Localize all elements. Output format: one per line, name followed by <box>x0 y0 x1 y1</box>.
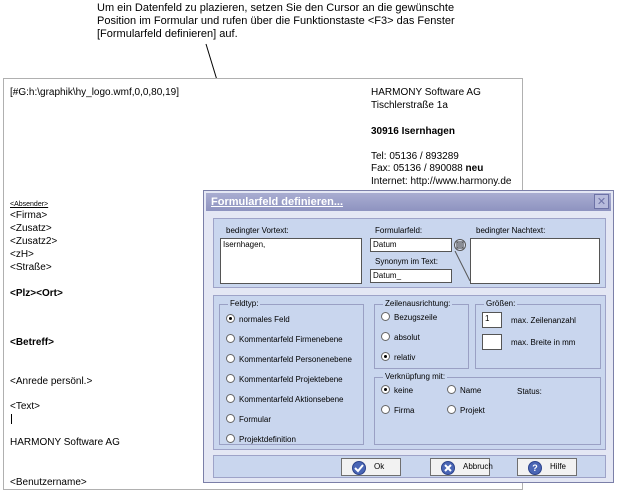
hilfe-label: Hilfe <box>550 462 567 471</box>
radio-icon <box>226 414 235 423</box>
radio-label: Kommentarfeld Personenebene <box>239 355 352 364</box>
firma-field: <Firma> <box>10 210 48 221</box>
feldtyp-normales-feld[interactable] <box>226 315 290 325</box>
text-fields-panel <box>213 218 606 288</box>
radio-icon <box>381 312 390 321</box>
radio-label: Projektdefinition <box>239 435 296 444</box>
radio-label: Kommentarfeld Projektebene <box>239 375 343 384</box>
radio-label: Formular <box>239 415 272 424</box>
nachtext-input[interactable] <box>470 238 600 284</box>
feldtyp-projektdefinition[interactable] <box>226 435 296 445</box>
ausrichtung-relativ[interactable] <box>381 353 415 363</box>
company-name: HARMONY Software AG <box>371 87 481 98</box>
radio-label: Firma <box>394 406 415 415</box>
plz-ort-field: <Plz><Ort> <box>10 288 63 299</box>
zeilenausrichtung-group <box>374 299 469 369</box>
radio-selected-icon <box>226 314 235 323</box>
feldtyp-group <box>219 299 364 445</box>
radio-icon <box>447 385 456 394</box>
graphic-code: [#G:h:\graphik\hy_logo.wmf,0,0,80,19] <box>10 87 179 98</box>
ausrichtung-bezugszeile[interactable] <box>381 313 437 323</box>
anrede-field: <Anrede persönl.> <box>10 376 93 387</box>
groessen-title: Größen: <box>486 299 516 308</box>
radio-label: Name <box>460 386 482 395</box>
radio-icon <box>226 334 235 343</box>
signature-company: HARMONY Software AG <box>10 437 120 448</box>
zeilenanzahl-input[interactable]: 1 <box>482 312 502 328</box>
verknuepfung-firma[interactable] <box>381 406 414 416</box>
check-icon <box>352 461 366 475</box>
radio-label: Bezugszeile <box>394 313 438 322</box>
verknuepfung-projekt[interactable] <box>447 406 485 416</box>
callout-line-2: Position im Formular und rufen über die Funktionstaste <F3> das Fenster <box>97 15 455 27</box>
verknuepfung-title: Verknüpfung mit: <box>385 372 446 381</box>
radio-label: absolut <box>394 333 420 342</box>
callout-line-1: Um ein Datenfeld zu plazieren, setzen Sie den Cursor an die gewünschte <box>97 2 455 14</box>
zeilenausrichtung-title: Zeilenausrichtung: <box>385 299 451 308</box>
hilfe-button[interactable] <box>517 458 577 476</box>
feldtyp-title: Feldtyp: <box>230 299 259 308</box>
ok-label: Ok <box>374 462 385 471</box>
zusatz2-field: <Zusatz2> <box>10 236 58 247</box>
options-panel <box>213 295 606 450</box>
radio-label: Kommentarfeld Aktionsebene <box>239 395 344 404</box>
radio-icon <box>226 374 235 383</box>
feldtyp-kommentar-projekt[interactable] <box>226 375 343 385</box>
fax-new-badge: neu <box>465 163 484 174</box>
formularfeld-input[interactable]: Datum <box>370 238 452 252</box>
text-field: <Text> <box>10 401 41 412</box>
company-internet: Internet: http://www.harmony.de <box>371 176 512 187</box>
ok-button[interactable] <box>341 458 401 476</box>
zeilenanzahl-label: max. Zeilenanzahl <box>511 316 576 325</box>
help-icon: ? <box>528 461 542 475</box>
company-fax-number: Fax: 05136 / 890088 <box>371 163 463 174</box>
radio-icon <box>226 354 235 363</box>
radio-icon <box>447 405 456 414</box>
field-lookup-icon[interactable] <box>454 239 466 251</box>
abbruch-label: Abbruch <box>463 462 493 471</box>
verknuepfung-name[interactable] <box>447 386 481 396</box>
company-tel: Tel: 05136 / 893289 <box>371 151 459 162</box>
radio-label: relativ <box>394 353 416 362</box>
absender-field: <Absender> <box>10 201 49 208</box>
verknuepfung-group <box>374 372 601 445</box>
strasse-field: <Straße> <box>10 262 52 273</box>
button-panel <box>213 455 606 478</box>
formularfeld-label: Formularfeld: <box>375 226 423 235</box>
feldtyp-formular[interactable] <box>226 415 271 425</box>
zh-field: <zH> <box>10 249 34 260</box>
close-icon[interactable]: ✕ <box>594 194 609 209</box>
benutzername-field: <Benutzername> <box>10 477 87 488</box>
radio-selected-icon <box>381 385 390 394</box>
company-city: 30916 Isernhagen <box>371 126 455 137</box>
company-street: Tischlerstraße 1a <box>371 100 448 111</box>
synonym-input[interactable]: Datum_ <box>370 269 452 283</box>
dialog-title: Formularfeld definieren... <box>211 196 344 208</box>
breite-input[interactable] <box>482 334 502 350</box>
vortext-label: bedingter Vortext: <box>226 226 289 235</box>
callout-line-3: [Formularfeld definieren] auf. <box>97 28 238 40</box>
dialog-titlebar[interactable] <box>206 193 611 211</box>
vortext-input[interactable]: Isernhagen, <box>220 238 362 284</box>
radio-icon <box>381 405 390 414</box>
radio-selected-icon <box>381 352 390 361</box>
radio-label: Kommentarfeld Firmenebene <box>239 335 343 344</box>
formularfeld-dialog <box>203 190 614 483</box>
connector-lines <box>452 251 472 285</box>
cancel-icon <box>441 461 455 475</box>
breite-label: max. Breite in mm <box>511 338 576 347</box>
company-fax <box>371 163 483 175</box>
zusatz-field: <Zusatz> <box>10 223 52 234</box>
radio-label: normales Feld <box>239 315 290 324</box>
betreff-field: <Betreff> <box>10 337 54 348</box>
synonym-label: Synonym im Text: <box>375 257 438 266</box>
feldtyp-kommentar-person[interactable] <box>226 355 352 365</box>
radio-label: Projekt <box>460 406 485 415</box>
radio-icon <box>226 394 235 403</box>
nachtext-label: bedingter Nachtext: <box>476 226 546 235</box>
radio-icon <box>381 332 390 341</box>
verknuepfung-keine[interactable] <box>381 386 413 396</box>
abbruch-button[interactable] <box>430 458 493 476</box>
feldtyp-kommentar-aktion[interactable] <box>226 395 344 405</box>
ausrichtung-absolut[interactable] <box>381 333 420 343</box>
radio-label: keine <box>394 386 414 395</box>
radio-icon <box>226 434 235 443</box>
text-cursor <box>11 414 12 424</box>
feldtyp-kommentar-firma[interactable] <box>226 335 343 345</box>
groessen-group <box>475 299 601 369</box>
status-label: Status: <box>517 387 542 396</box>
